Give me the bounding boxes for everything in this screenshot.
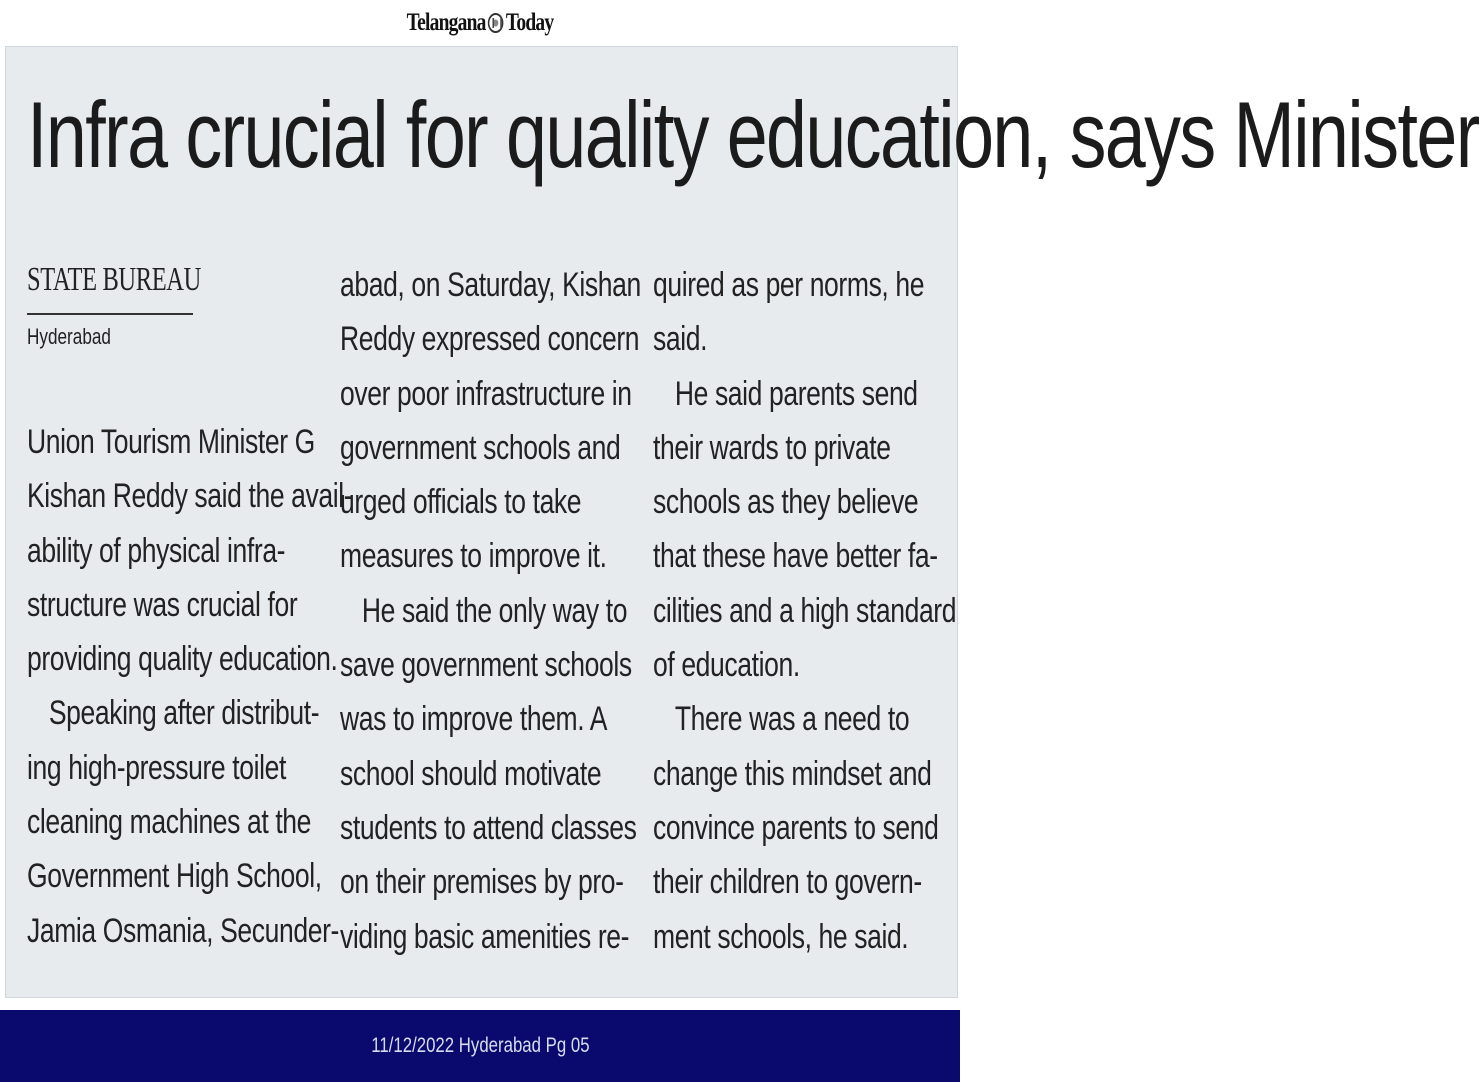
text-line: save government schools [340, 646, 632, 685]
text-line: their wards to private [653, 428, 891, 467]
byline-block [27, 258, 317, 351]
text-line: Jamia Osmania, Secunder- [27, 911, 339, 950]
headline: Infra crucial for quality education, says Minister [27, 82, 1479, 187]
text-line: Government High School, [27, 857, 322, 896]
text-line: their children to govern- [653, 863, 922, 902]
column-3 [653, 258, 957, 964]
text-line: Reddy expressed concern [340, 320, 640, 359]
text-line: structure was crucial for [27, 585, 298, 624]
text-line: ing high-pressure toilet [27, 748, 286, 787]
text-line: He said parents send [674, 374, 918, 413]
text-line: Union Tourism Minister G [27, 423, 315, 461]
dateline: Hyderabad [27, 324, 111, 349]
text-line: was to improve them. A [340, 700, 608, 739]
masthead-right: Today [505, 9, 554, 36]
emblem-icon [488, 13, 504, 33]
byline: STATE BUREAU [27, 261, 201, 298]
text-line: Speaking after distribut- [48, 694, 320, 733]
text-line: There was a need to [674, 700, 910, 739]
text-line: that these have better fa- [653, 537, 938, 576]
text-line: He said the only way to [361, 591, 628, 630]
text-line: cleaning machines at the [27, 803, 312, 842]
text-line: quired as per norms, he [653, 266, 925, 304]
text-line: cilities and a high standard [653, 591, 957, 630]
text-line: said. [653, 320, 708, 359]
text-line: measures to improve it. [340, 537, 607, 576]
byline-rule [27, 313, 193, 315]
text-line: students to attend classes [340, 808, 637, 847]
text-line: government schools and [340, 428, 621, 467]
text-line: school should motivate [340, 754, 602, 793]
footer-edition-info: 11/12/2022 Hyderabad Pg 05 [370, 1034, 590, 1057]
text-line: viding basic amenities re- [340, 917, 630, 956]
masthead-left: Telangana [406, 9, 486, 36]
text-line: change this mindset and [653, 754, 932, 793]
footer-bar [0, 1010, 960, 1082]
text-line: Kishan Reddy said the avail- [27, 477, 353, 516]
text-line: of education. [653, 646, 800, 685]
column-2 [340, 258, 641, 964]
text-line: ability of physical infra- [27, 531, 286, 570]
text-line: schools as they believe [653, 483, 919, 522]
text-line: over poor infrastructure in [340, 374, 632, 413]
text-line: abad, on Saturday, Kishan [340, 266, 641, 304]
text-line: ment schools, he said. [653, 917, 909, 956]
text-line: providing quality education. [27, 640, 338, 679]
text-line: convince parents to send [653, 808, 939, 847]
text-line: on their premises by pro- [340, 863, 624, 902]
masthead-logo [0, 0, 960, 46]
text-line: urged officials to take [340, 483, 582, 522]
